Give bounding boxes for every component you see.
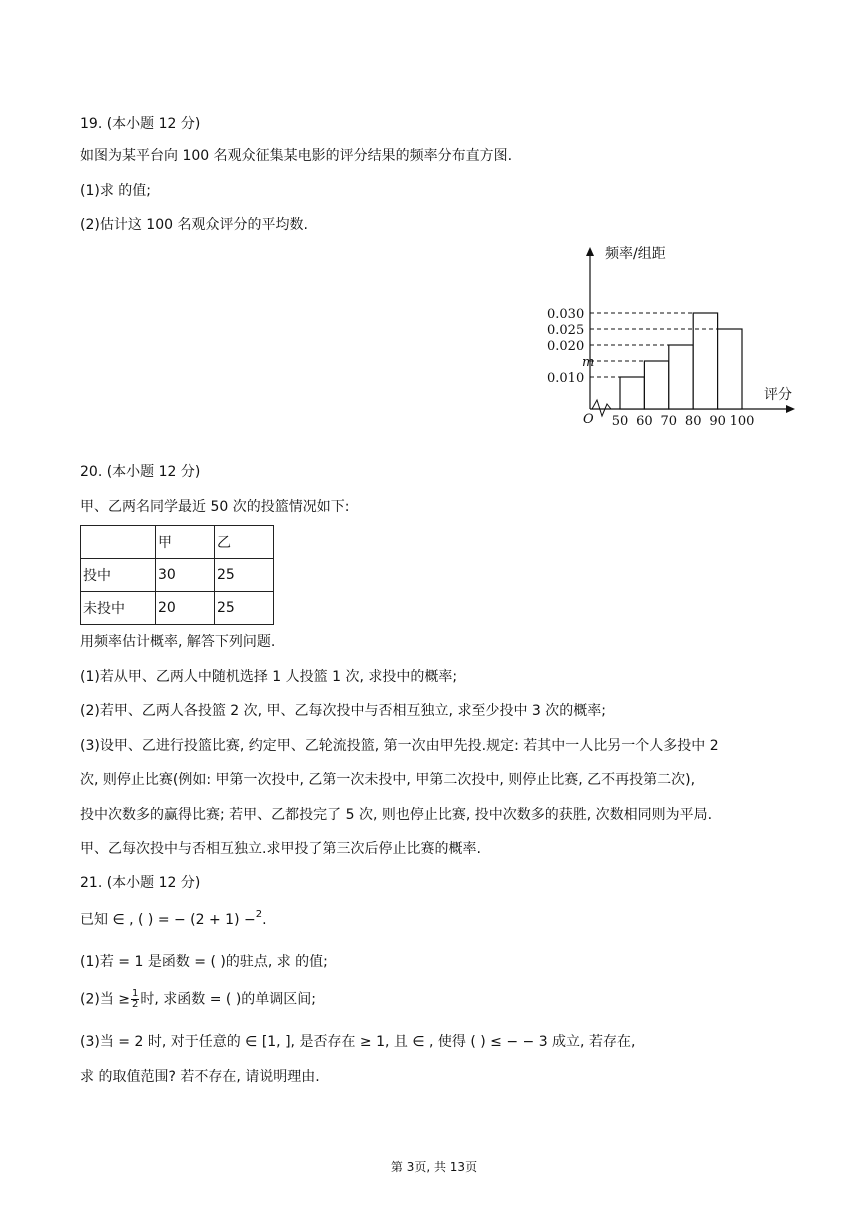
q20-note: 用频率估计概率, 解答下列问题. (80, 634, 276, 650)
x-tick-label: 60 (636, 414, 653, 429)
q21-part2-b: 时, 求函数 = ( )的单调区间; (140, 991, 317, 1008)
y-tick-label: 0.010 (547, 371, 585, 386)
histogram-bar (693, 313, 717, 409)
x-tick-label: 90 (709, 414, 726, 429)
q20-part3-line1: (3)设甲、乙进行投篮比赛, 约定甲、乙轮流投篮, 第一次由甲先投.规定: 若其中一人比另一个人多投中 2 (80, 738, 719, 754)
table-cell: 未投中 (81, 592, 156, 625)
shooting-table (80, 525, 274, 625)
q20-part3-line4: 甲、乙每次投中与否相互独立.求甲投了第三次后停止比赛的概率. (80, 841, 481, 857)
x-axis-label: 评分 (764, 387, 792, 403)
y-tick-label: 0.020 (547, 339, 585, 354)
fraction-denominator: 2 (132, 999, 139, 1010)
y-tick-label: m (582, 355, 595, 370)
q21-part3-line2: 求 的取值范围? 若不存在, 请说明理由. (80, 1069, 320, 1085)
x-axis-arrow (786, 405, 795, 413)
q21-title: 21. (本小题 12 分) (80, 875, 201, 891)
y-axis-label: 频率/组距 (605, 246, 666, 262)
table-cell: 25 (215, 592, 274, 625)
x-tick-label: 100 (729, 414, 755, 429)
y-tick-label: 0.030 (547, 307, 585, 322)
origin-label: O (583, 412, 594, 427)
table-cell (81, 526, 156, 559)
histogram-bar (620, 377, 644, 409)
x-tick-label: 70 (660, 414, 678, 429)
q21-part1: (1)若 = 1 是函数 = ( )的驻点, 求 的值; (80, 954, 328, 970)
q20-part3-line3: 投中次数多的赢得比赛; 若甲、乙都投完了 5 次, 则也停止比赛, 投中次数多的获胜, 次数相同则为平局. (80, 807, 713, 823)
table-cell: 甲 (156, 526, 215, 559)
histogram-bar (669, 345, 693, 409)
q20-part2: (2)若甲、乙两人各投篮 2 次, 甲、乙每次投中与否相互独立, 求至少投中 3 次的概率; (80, 703, 606, 719)
q21-given-end: . (262, 912, 267, 928)
q21-part2 (80, 989, 316, 1010)
q20-title: 20. (本小题 12 分) (80, 464, 201, 480)
q21-given-exponent: 2 (255, 909, 263, 920)
table-cell: 投中 (81, 559, 156, 592)
q19-intro: 如图为某平台向 100 名观众征集某电影的评分结果的频率分布直方图. (80, 148, 513, 164)
table-cell: 30 (156, 559, 215, 592)
q21-part2-a: (2)当 ≥ (80, 991, 131, 1008)
table-cell: 乙 (215, 526, 274, 559)
histogram-bar (718, 329, 742, 409)
table-row (81, 592, 274, 625)
y-axis-arrow (586, 247, 594, 256)
y-tick-label: 0.025 (547, 323, 585, 338)
q20-part3-line2: 次, 则停止比赛(例如: 甲第一次投中, 乙第一次未投中, 甲第二次投中, 则停止比赛, 乙不再投第二次), (80, 772, 696, 788)
x-tick-label: 50 (611, 414, 629, 429)
q21-part3-line1: (3)当 = 2 时, 对于任意的 ∈ [1, ], 是否存在 ≥ 1, 且 ∈ , 使得 ( ) ≤ − − 3 成立, 若存在, (80, 1034, 636, 1050)
q21-given (80, 910, 267, 932)
q20-intro: 甲、乙两名同学最近 50 次的投篮情况如下: (80, 499, 350, 515)
one-half-fraction (131, 989, 139, 1010)
histogram-bar (644, 361, 668, 409)
fraction-numerator: 1 (132, 988, 139, 999)
q19-part2: (2)估计这 100 名观众评分的平均数. (80, 217, 308, 233)
frequency-histogram (545, 238, 815, 438)
table-header-row (81, 526, 274, 559)
table-row (81, 559, 274, 592)
x-tick-label: 80 (684, 414, 702, 429)
table-cell: 20 (156, 592, 215, 625)
q20-part1: (1)若从甲、乙两人中随机选择 1 人投篮 1 次, 求投中的概率; (80, 669, 458, 685)
page-footer: 第 3页, 共 13页 (390, 1160, 478, 1174)
q21-given-text: 已知 ∈ , ( ) = − (2 + 1) − (80, 912, 256, 928)
table-cell: 25 (215, 559, 274, 592)
q19-part1: (1)求 的值; (80, 183, 151, 199)
q19-title: 19. (本小题 12 分) (80, 116, 201, 132)
